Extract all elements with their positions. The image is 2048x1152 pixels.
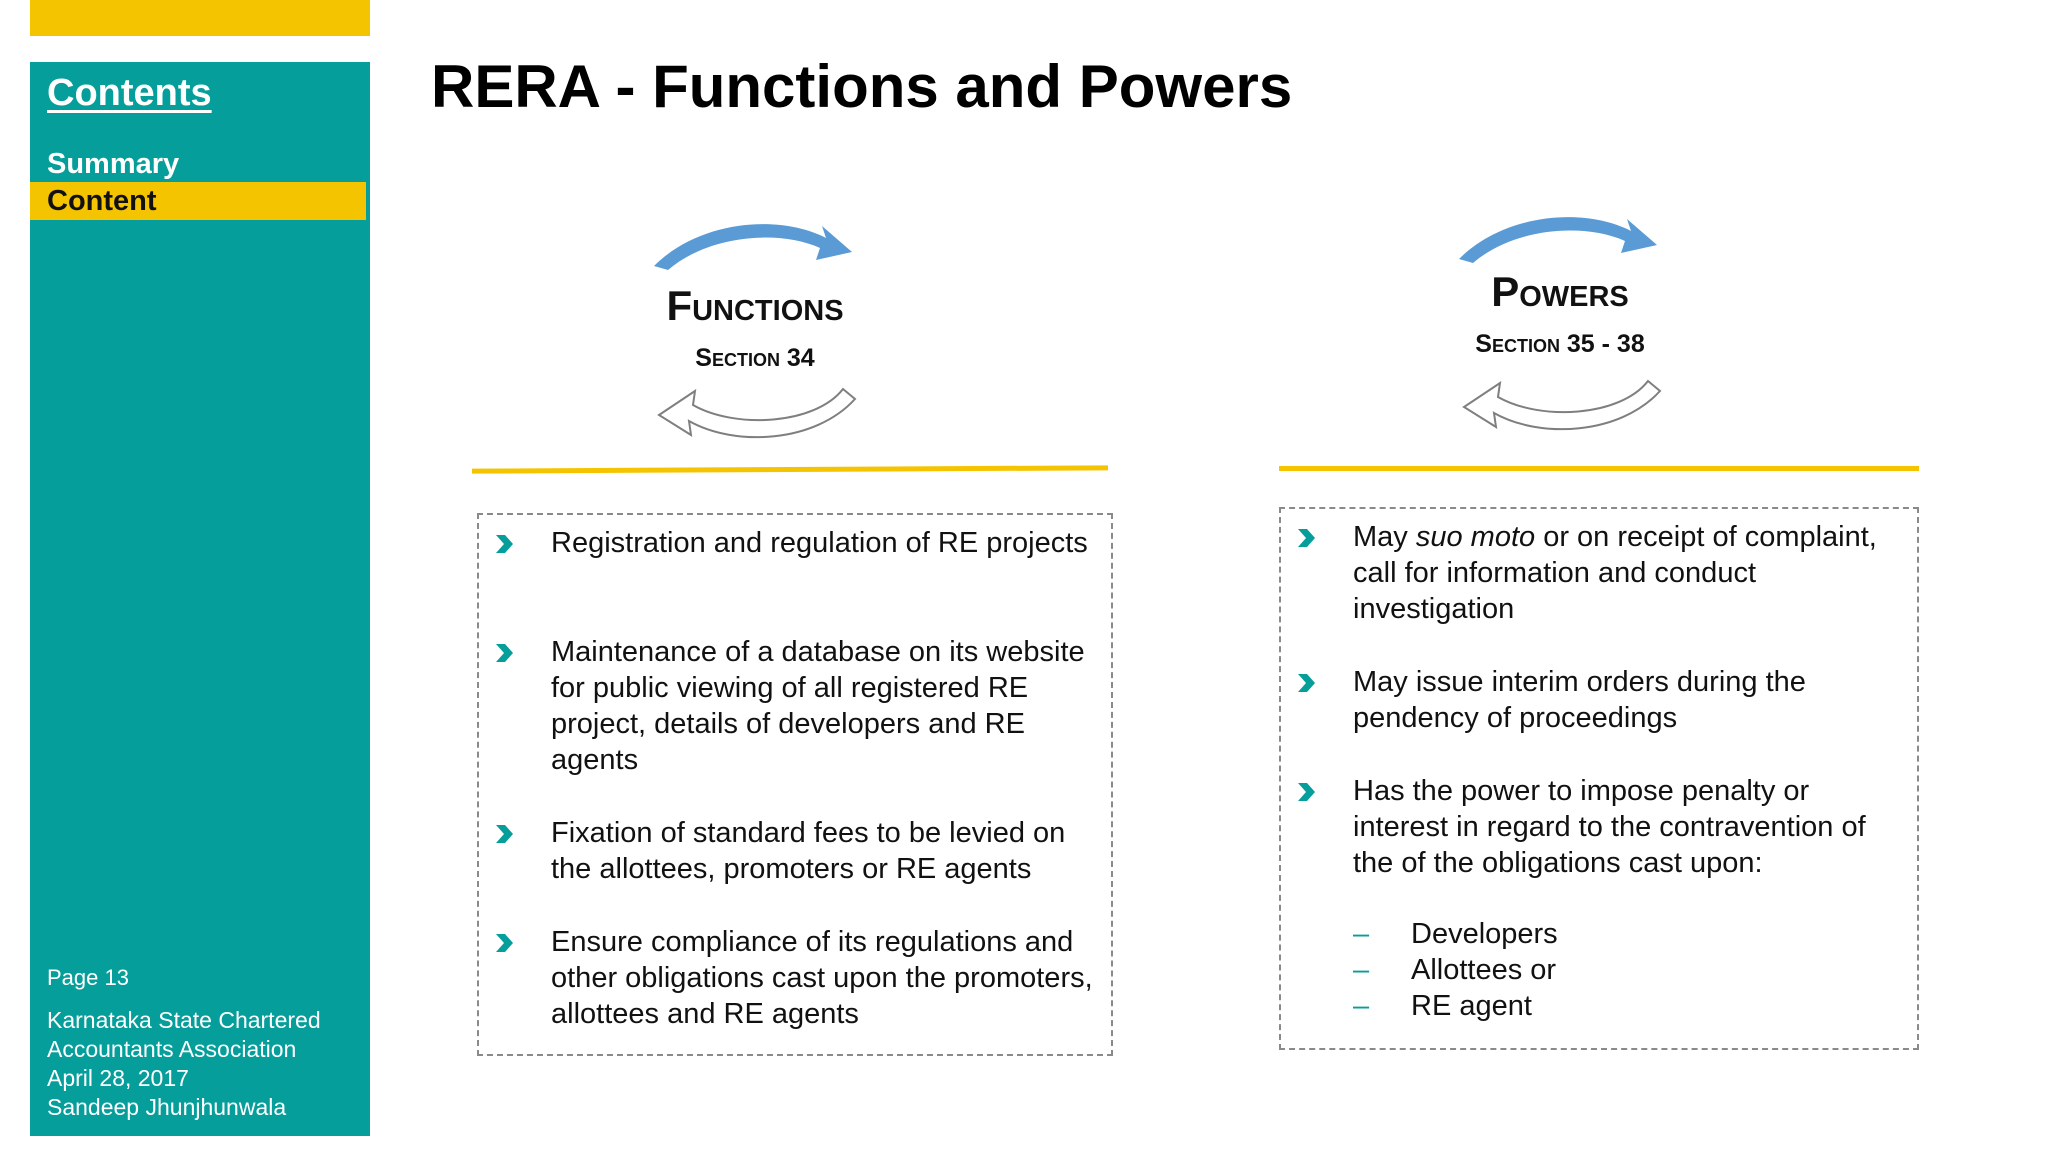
suo-moto-italic: suo moto (1415, 521, 1536, 553)
page-number: Page 13 (47, 965, 129, 990)
chevron-right-icon (493, 642, 515, 664)
sidebar-item-content[interactable]: Content (30, 182, 366, 220)
chevron-right-icon (1295, 527, 1317, 549)
powers-bullet-text (1353, 519, 1905, 627)
functions-bullet-text: Ensure compliance of its regulations and other obligations cast upon the promoters, allottees and RE agents (551, 926, 1093, 1030)
chevron-right-icon (493, 533, 515, 555)
footer-line-2: Accountants Association (47, 1036, 297, 1062)
sidebar-footer (47, 1006, 321, 1122)
curved-arrow-right-icon (1455, 205, 1665, 265)
functions-bullet-text: Registration and regulation of RE projects (551, 527, 1088, 559)
sub-list-item (1353, 916, 1558, 952)
dash-icon: – (1353, 954, 1370, 986)
sub-item-text: Allottees or (1411, 954, 1557, 986)
text-fragment: May (1353, 521, 1416, 553)
footer-line-1: Karnataka State Chartered (47, 1007, 321, 1033)
sub-list-item (1353, 988, 1532, 1024)
sidebar (30, 62, 370, 1136)
powers-bullet-text: Has the power to impose penalty or interest in regard to the contravention of the of the obligations cast upon: (1353, 775, 1866, 879)
sidebar-heading-contents[interactable]: Contents (47, 72, 212, 114)
dash-icon: – (1353, 990, 1370, 1022)
chevron-right-icon (493, 823, 515, 845)
functions-header (600, 282, 910, 373)
sidebar-item-summary[interactable]: Summary (47, 148, 180, 180)
chevron-right-icon (493, 932, 515, 954)
text-fragment: or on receipt of complaint, call for information and conduct investigation (1353, 521, 1877, 625)
powers-bullet-text: May issue interim orders during the pendency of proceedings (1353, 666, 1806, 734)
sub-item-text: Developers (1411, 918, 1558, 950)
functions-bullet-text: Maintenance of a database on its website for public viewing of all registered RE project, details of developers and RE agents (551, 636, 1085, 776)
curved-arrow-left-icon (655, 385, 865, 450)
powers-divider (1279, 466, 1919, 471)
functions-box (477, 513, 1113, 1056)
chevron-right-icon (1295, 781, 1317, 803)
sub-item-text: RE agent (1411, 990, 1532, 1022)
footer-date: April 28, 2017 (47, 1065, 189, 1091)
dash-icon: – (1353, 918, 1370, 950)
sub-list-item (1353, 952, 1556, 988)
top-accent-bar (30, 0, 370, 36)
powers-title: Powers (1491, 268, 1629, 315)
powers-header (1405, 268, 1715, 359)
powers-box (1279, 507, 1919, 1050)
functions-bullet-text: Fixation of standard fees to be levied on the allottees, promoters or RE agents (551, 817, 1066, 885)
functions-divider (472, 465, 1108, 473)
page-title: RERA - Functions and Powers (431, 53, 1293, 120)
functions-title: Functions (666, 282, 844, 329)
curved-arrow-right-icon (650, 212, 860, 272)
functions-section: Section 34 (695, 344, 815, 372)
chevron-right-icon (1295, 672, 1317, 694)
footer-author: Sandeep Jhunjhunwala (47, 1094, 287, 1120)
curved-arrow-left-icon (1460, 377, 1670, 442)
powers-section: Section 35 - 38 (1475, 330, 1645, 358)
